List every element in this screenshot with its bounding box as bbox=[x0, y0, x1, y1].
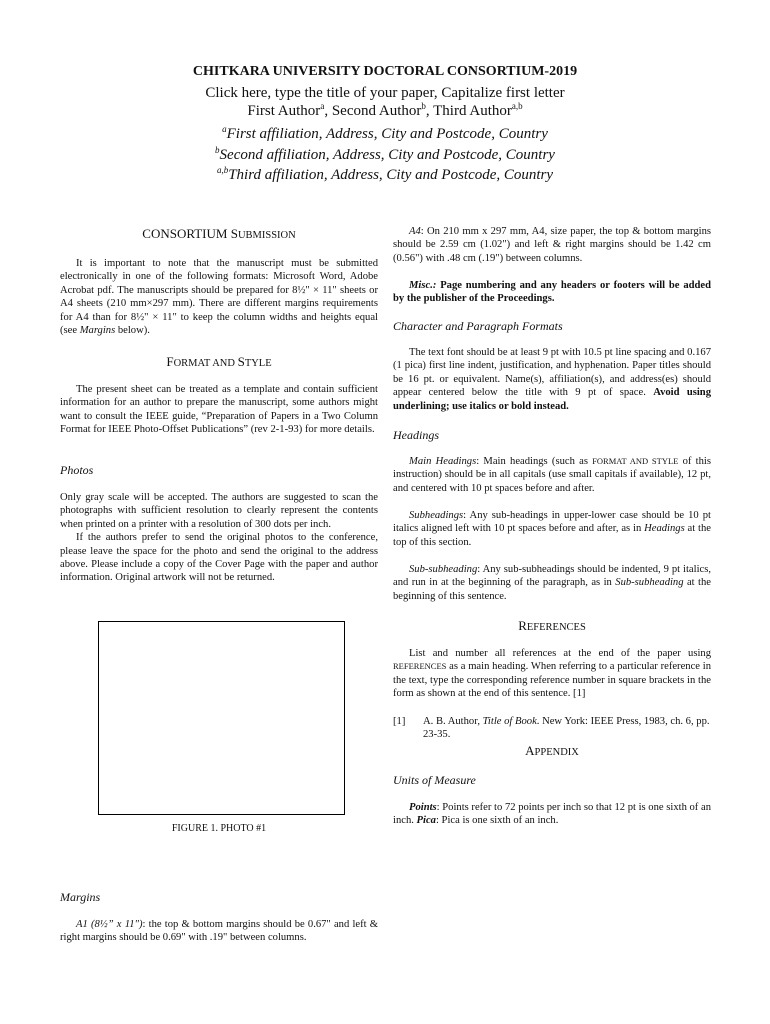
subheading-character: Character and Paragraph Formats bbox=[393, 319, 563, 333]
author-sep: , bbox=[425, 103, 434, 119]
inline-italic: Sub-subheading bbox=[409, 564, 478, 575]
paragraph-text: The present sheet can be treated as a template and contain sufficient information for an author to prepare the manuscript, some authors might want to consult the IEEE guide, “Preparation of Papers in a Two Column Format for IEEE Photo-Offset Publications” (rev 2-1-93) for more details. bbox=[60, 384, 378, 436]
inline-italic: A4 bbox=[409, 226, 421, 237]
paragraph-text: If the authors prefer to send the original photos to the conference, please leave the space for the photo and send the original to the address above. Please include a copy of the Cover Page with the paper and author information. Original artwork will not be returned. bbox=[60, 532, 378, 584]
heading-text: R bbox=[518, 618, 527, 633]
paragraph-text: below). bbox=[115, 325, 150, 337]
paragraph-text: : On 210 mm x 297 mm, A4, size paper, the top & bottom margins should be 2.59 cm (1.02") and left & right margins should be 1.42 cm (0.56") with .48 cm (.19") between columns. bbox=[393, 226, 711, 264]
paragraph-text: of this instruction) should be in all capitals (use small capitals if available), 12 pt, and centered with 10 pt spaces before and after. bbox=[393, 456, 711, 494]
inline-italic: Headings bbox=[644, 523, 685, 535]
inline-italic: A1 (8½” x 11") bbox=[76, 919, 143, 930]
reference-rest: . New York: IEEE Press, 1983, ch. 6, pp. 23-35. bbox=[423, 716, 710, 741]
affiliation-text: First affiliation, Address, City and Postcode, Country bbox=[226, 126, 548, 142]
paragraph-text: at the top of this section. bbox=[393, 523, 711, 548]
affiliation-sup: a bbox=[222, 124, 227, 134]
paragraph-text: : Pica is one sixth of an inch. bbox=[435, 815, 559, 827]
units-paragraph bbox=[393, 801, 711, 828]
paragraph-text: : Any sub-subheadings should be indented, 9 pt italics, and run in at the beginning of the paragraph, as in bbox=[393, 564, 711, 589]
subheading-units: Units of Measure bbox=[393, 773, 476, 787]
heading-smallcaps: TYLE bbox=[244, 358, 272, 369]
affiliation bbox=[0, 124, 770, 143]
author-name: First Author bbox=[247, 103, 321, 119]
photo-placeholder bbox=[98, 621, 345, 815]
author-sup: a,b bbox=[511, 101, 523, 111]
paragraph-text: It is important to note that the manuscript must be submitted electronically in one of the following formats: Microsoft Word, Adobe Acrobat pdf. The manuscripts should be prepared for 8½" × 11" sheets or A4 sheets (210 mm×297 mm). There are different margins requirements for A4 than for 8½" × 11" to keep the column widths and heights equal (see bbox=[60, 258, 378, 337]
subheadings-paragraph bbox=[393, 509, 711, 549]
photos-paragraph bbox=[60, 491, 378, 585]
paragraph-text: : Points refer to 72 points per inch so that 12 pt is one sixth of an inch. bbox=[393, 802, 711, 827]
heading-smallcaps: UBMISSION bbox=[237, 230, 296, 241]
paragraph-text: : Main headings (such as bbox=[476, 456, 593, 467]
main-headings-paragraph bbox=[393, 455, 711, 495]
paragraph-text: Page numbering and any headers or footers will be added by the publisher of the Proceedings. bbox=[393, 280, 711, 305]
inline-bold-italic: Pica bbox=[416, 815, 436, 827]
affiliation bbox=[0, 165, 770, 184]
subheading-margins: Margins bbox=[60, 890, 101, 904]
reference-item bbox=[393, 715, 711, 742]
author-name: Third Author bbox=[433, 103, 512, 119]
inline-bold-italic: Misc.: bbox=[409, 280, 437, 291]
paper-title[interactable]: Click here, type the title of your paper, Capitalize first letter bbox=[205, 85, 565, 101]
inline-italic: Margins bbox=[79, 325, 116, 337]
paragraph-text: at the beginning of this sentence. bbox=[393, 577, 711, 602]
heading-text: CONSORTIUM S bbox=[142, 226, 238, 241]
inline-smallcaps: FORMAT AND STYLE bbox=[592, 456, 679, 466]
heading-smallcaps: PPENDIX bbox=[534, 747, 579, 758]
inline-bold-italic: Points bbox=[409, 802, 437, 813]
reference-number: [1] bbox=[393, 716, 406, 727]
section-heading-appendix bbox=[393, 743, 711, 759]
inline-smallcaps: REFERENCES bbox=[393, 661, 447, 672]
affiliation-text: Third affiliation, Address, City and Postcode, Country bbox=[228, 167, 554, 183]
affiliation bbox=[0, 145, 770, 164]
inline-bold: Avoid using underlining; use italics or bold instead. bbox=[393, 387, 712, 412]
heading-text: A bbox=[525, 743, 535, 758]
paragraph-text: : the top & bottom margins should be 0.67" and left & right margins should be 0.69" with .19" between columns. bbox=[60, 919, 378, 944]
subsubheading-paragraph bbox=[393, 563, 711, 603]
author-sup: b bbox=[421, 101, 426, 111]
heading-smallcaps: EFERENCES bbox=[526, 622, 586, 633]
misc-paragraph bbox=[393, 279, 711, 306]
inline-italic: Main Headings bbox=[409, 456, 477, 467]
conference-title: CHITKARA UNIVERSITY DOCTORAL CONSORTIUM-2019 bbox=[192, 64, 578, 79]
author-sup: a bbox=[320, 101, 325, 111]
paragraph-text: List and number all references at the end of the paper using bbox=[409, 648, 711, 659]
author-sep: , bbox=[324, 103, 332, 119]
heading-smallcaps: ORMAT AND bbox=[173, 358, 238, 369]
paragraph-text: : Any sub-headings in upper-lower case should be 10 pt italics aligned left with 10 pt spaces before and after, as in bbox=[393, 510, 711, 535]
heading-text: F bbox=[166, 354, 174, 369]
margins-paragraph bbox=[60, 918, 378, 945]
section-heading-submission bbox=[60, 226, 378, 242]
inline-italic: Sub-subheading bbox=[615, 577, 684, 589]
paragraph-text: The text font should be at least 9 pt with 10.5 pt line spacing and 0.167 (1 pica) first line indent, justification, and hyphenation. Paper titles should be 16 pt. or equivalent. Name(s), affiliation(s), and address(es) should appear centered below the title with 9 pt of space. bbox=[393, 347, 711, 399]
a4-paragraph bbox=[393, 225, 711, 265]
references-paragraph bbox=[393, 647, 711, 701]
paragraph-text: as a main heading. When referring to a particular reference in the text, type the corresponding reference number in square brackets in the form as shown at the end of this sentence. [1] bbox=[393, 661, 711, 700]
figure-caption: FIGURE 1. PHOTO #1 bbox=[171, 823, 267, 834]
reference-title: Title of Book bbox=[482, 716, 537, 727]
affiliation-sup: b bbox=[215, 145, 220, 155]
submission-paragraph bbox=[60, 257, 378, 337]
inline-italic: Subheadings bbox=[409, 510, 464, 521]
character-paragraph bbox=[393, 346, 711, 413]
heading-text: S bbox=[237, 354, 245, 369]
affiliation-text: Second affiliation, Address, City and Postcode, Country bbox=[219, 147, 555, 163]
affiliation-sup: a,b bbox=[216, 165, 229, 175]
subheading-photos: Photos bbox=[60, 463, 94, 477]
format-paragraph bbox=[60, 383, 378, 437]
section-heading-references bbox=[393, 618, 711, 634]
section-heading-format bbox=[60, 354, 378, 370]
subheading-headings: Headings bbox=[393, 428, 439, 442]
paragraph-text: Only gray scale will be accepted. The authors are suggested to scan the photographs with sufficient resolution to clearly represent the contents when printed on a printer with a resolution of 300 dots per inch. bbox=[60, 492, 378, 530]
author-list bbox=[0, 101, 770, 120]
author-name: Second Author bbox=[331, 103, 422, 119]
reference-author: A. B. Author, bbox=[423, 716, 483, 727]
